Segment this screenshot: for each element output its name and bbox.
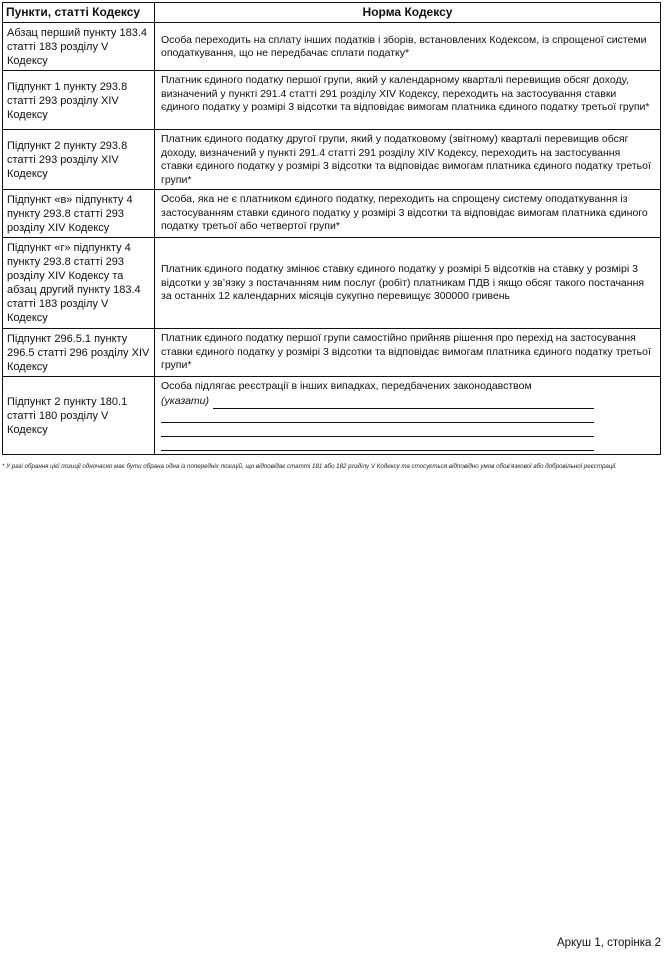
row-norm: Платник єдиного податку першої групи, який у календарному кварталі перевищив обсяг доходу, визначений у пункті 291.4 статті 291 розділу XIV Кодексу, переходить на застосування ставки єдиного податку у розмірі 3 відсотки та відповідає вимогам платника єдиного податку третьої групи* bbox=[155, 71, 661, 130]
row-norm: Особа переходить на сплату інших податків і зборів, встановлених Кодексом, із спрощеної системи оподаткування, що не передбачає сплати податку* bbox=[155, 23, 661, 71]
specify-line bbox=[161, 394, 654, 409]
blank-input-line[interactable] bbox=[161, 409, 594, 423]
row-norm: Особа, яка не є платником єдиного податку, переходить на спрощену систему оподаткування із застосуванням ставки єдиного податку у розмірі 3 відсотки та відповідає вимогам платника єдиного податку третьої або четвертої групи* bbox=[155, 190, 661, 238]
row-reference: Підпункт 296.5.1 пункту 296.5 статті 296 розділу XIV Кодексу bbox=[3, 329, 155, 377]
row-reference: Підпункт 1 пункту 293.8 статті 293 розділу XIV Кодексу bbox=[3, 71, 155, 130]
row-norm: Платник єдиного податку змінює ставку єдиного податку у розмірі 5 відсотків на ставку у розмірі 3 відсотки у зв’язку з постачанням ним послуг (робіт) платникам ПДВ і якщо обсяг такого постачання за останніх 12 календарних місяців сукупно перевищує 300000 гривень bbox=[155, 238, 661, 329]
row-reference: Підпункт 2 пункту 180.1 статті 180 розділу V Кодексу bbox=[3, 377, 155, 455]
row-reference: Абзац перший пункту 183.4 статті 183 розділу V Кодексу bbox=[3, 23, 155, 71]
column-header-articles: Пункти, статті Кодексу bbox=[3, 3, 155, 23]
table-header-row bbox=[3, 3, 661, 23]
table-row bbox=[3, 238, 661, 329]
page-number: Аркуш 1, сторінка 2 bbox=[556, 937, 661, 949]
blank-input-line[interactable] bbox=[161, 437, 594, 451]
row-reference: Підпункт «в» підпункту 4 пункту 293.8 статті 293 розділу XIV Кодексу bbox=[3, 190, 155, 238]
table-row bbox=[3, 130, 661, 190]
row-norm-other-cases bbox=[155, 377, 661, 455]
table-row bbox=[3, 329, 661, 377]
table-row bbox=[3, 71, 661, 130]
column-header-norm: Норма Кодексу bbox=[155, 3, 661, 23]
table-row bbox=[3, 190, 661, 238]
table-row bbox=[3, 23, 661, 71]
other-cases-text: Особа підлягає реєстрації в інших випадках, передбачених законодавством bbox=[161, 380, 532, 392]
row-norm: Платник єдиного податку другої групи, який у податковому (звітному) кварталі перевищив обсяг доходу, визначений у пункті 291.4 статті 291 розділу XIV Кодексу, переходить на застосування ставки єдиного податку у розмірі 3 відсотки та відповідає вимогам платника єдиного податку третьої групи* bbox=[155, 130, 661, 190]
specify-input-line[interactable] bbox=[213, 397, 594, 409]
codex-norms-table bbox=[2, 2, 661, 455]
row-reference: Підпункт «г» підпункту 4 пункту 293.8 статті 293 розділу XIV Кодексу та абзац другий пункту 183.4 статті 183 розділу V Кодексу bbox=[3, 238, 155, 329]
row-norm: Платник єдиного податку першої групи самостійно прийняв рішення про перехід на застосування ставки єдиного податку у розмірі 3 відсотки та відповідає вимогам платника єдиного податку третьої групи* bbox=[155, 329, 661, 377]
blank-input-line[interactable] bbox=[161, 423, 594, 437]
footnote: * У разі обрання цієї позиції одночасно має бути обрана одна із попередніх позицій, що відповідає статті 181 або 182 розділу V Кодексу та стосується відповідно умов обов’язкової або добровільної реєстрації. bbox=[2, 463, 617, 470]
table-row bbox=[3, 377, 661, 455]
row-reference: Підпункт 2 пункту 293.8 статті 293 розділу XIV Кодексу bbox=[3, 130, 155, 190]
specify-label: (указати) bbox=[161, 395, 209, 407]
